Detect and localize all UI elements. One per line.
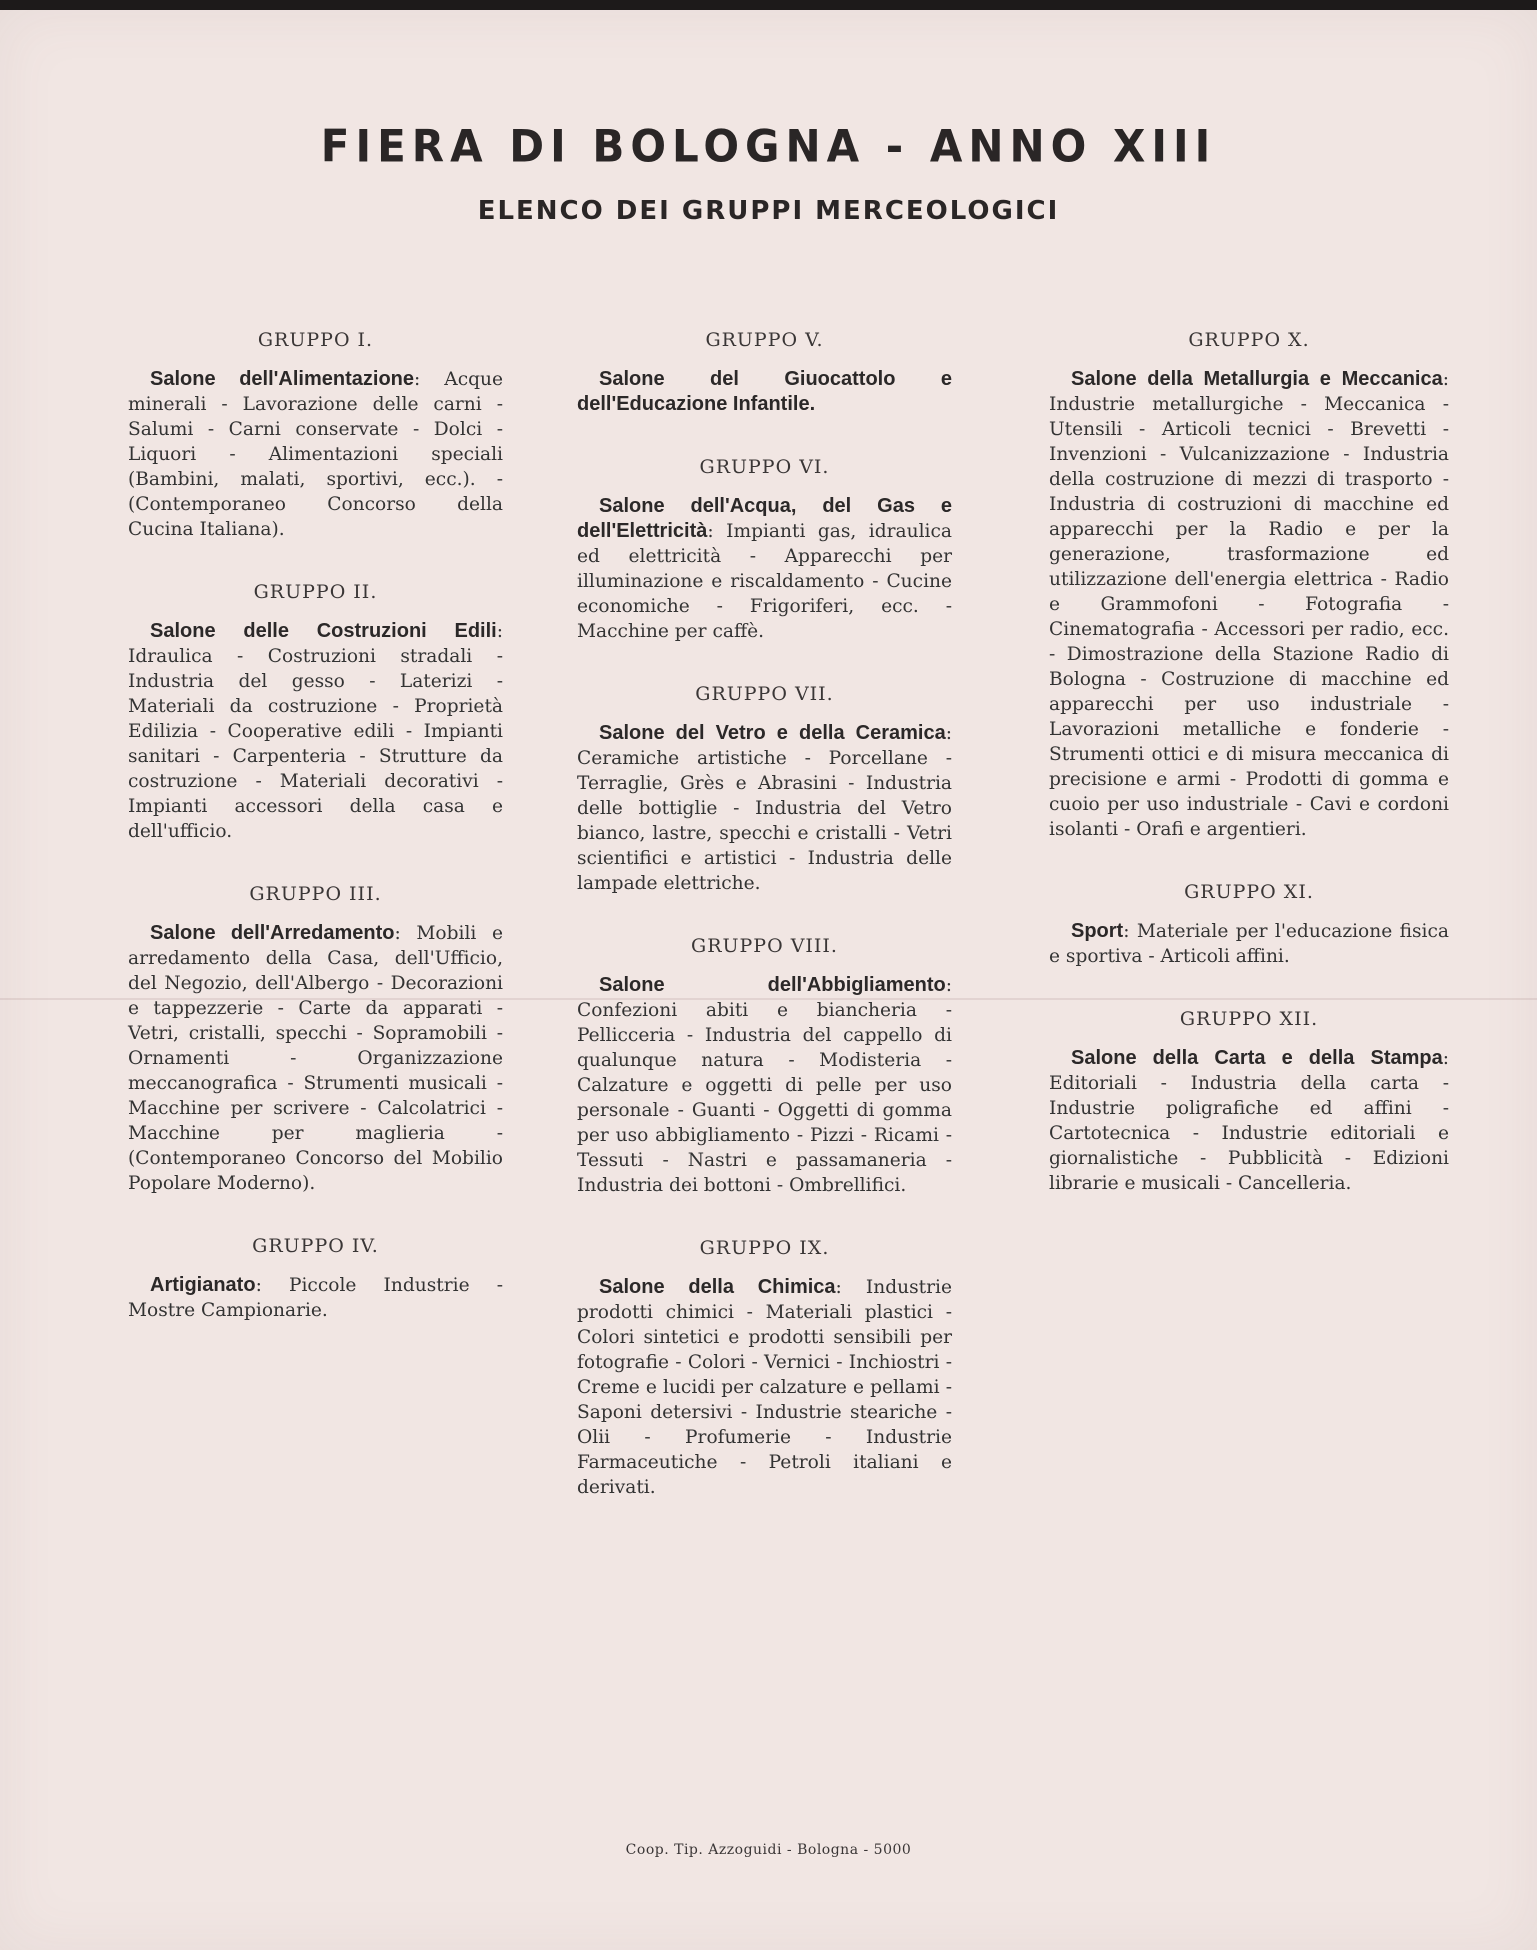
group-description: : Editoriali - Industria della carta - Industrie poligrafiche ed affini - Cartotecnica - Industrie editoriali e giornalistiche - Pubblicità - Edizioni librarie e musicali - Cancelleria. — [1049, 1048, 1449, 1194]
group-description: : Idraulica - Costruzioni stradali - Industria del gesso - Laterizi - Materiali da costruzione - Proprietà Edilizia - Cooperative edili - Impianti sanitari - Carpenteria - Strutture da costruzione - Materiali decorativi - Impianti accessori della casa e dell'ufficio. — [128, 621, 503, 842]
group-body — [128, 1273, 503, 1323]
group-body — [577, 721, 952, 896]
group-heading: GRUPPO I. — [257, 329, 374, 351]
salone-name: Salone dell'Alimentazione — [150, 368, 415, 390]
salone-name: Salone della Carta e della Stampa — [1071, 1047, 1443, 1069]
group-2 — [128, 580, 503, 844]
salone-name: Salone dell'Arredamento — [150, 922, 395, 944]
group-heading: GRUPPO VI. — [699, 456, 830, 478]
salone-name: Salone delle Costruzioni Edili — [150, 620, 497, 642]
salone-name: Salone della Metallurgia e Meccanica — [1071, 368, 1443, 390]
salone-name: Salone del Giuocattolo e dell'Educazione Infantile. — [577, 368, 952, 415]
group-heading: GRUPPO X. — [1188, 329, 1310, 351]
salone-name: Sport — [1071, 920, 1124, 942]
group-description: : Acque minerali - Lavorazione delle carni - Salumi - Carni conservate - Dolci - Liquori - Alimentazioni speciali (Bambini, malati, sportivi, ecc.). - (Contemporaneo Concorso della Cucina Italiana). — [128, 369, 503, 540]
group-12 — [1049, 1007, 1449, 1196]
group-description: : Mobili e arredamento della Casa, dell'Ufficio, del Negozio, dell'Albergo - Decorazioni e tappezzerie - Carte da apparati - Vetri, cristalli, specchi - Sopramobili - Ornamenti - Organizzazione meccanografica - Strumenti musicali - Macchine per scrivere - Calcolatrici - Macchine per maglieria - (Contemporaneo Concorso del Mobilio Popolare Moderno). — [128, 923, 503, 1194]
group-9 — [577, 1236, 952, 1500]
group-10 — [1049, 328, 1449, 842]
group-7 — [577, 682, 952, 896]
group-heading: GRUPPO XII. — [1179, 1008, 1319, 1030]
group-description: : Piccole Industrie - Mostre Campionarie. — [128, 1275, 503, 1321]
group-body — [128, 619, 503, 844]
group-body — [577, 494, 952, 644]
group-body — [1049, 919, 1449, 969]
group-1 — [128, 328, 503, 542]
group-description: : Impianti gas, idraulica ed elettricità - Apparecchi per illuminazione e riscaldamento - Cucine economiche - Frigoriferi, ecc. - Macchine per caffè. — [577, 521, 952, 642]
document-page — [0, 10, 1537, 1950]
group-4 — [128, 1234, 503, 1323]
group-heading: GRUPPO V. — [705, 329, 824, 351]
column-right — [1049, 328, 1449, 1234]
salone-name: Salone del Vetro e della Ceramica — [599, 722, 946, 744]
group-heading: GRUPPO VII. — [695, 683, 834, 705]
group-6 — [577, 455, 952, 644]
group-body — [577, 367, 952, 417]
salone-name: Salone dell'Acqua, del Gas e dell'Elettricità — [577, 495, 952, 542]
group-description: : Industrie metallurgiche - Meccanica - Utensili - Articoli tecnici - Brevetti - Invenzioni - Vulcanizzazione - Industria della costruzione di mezzi di trasporto - Industria di costruzioni di macchine ed apparecchi per la Radio e per la generazione, trasformazione ed utilizzazione dell'energia elettrica - Radio e Grammofoni - Fotografia - Cinematografia - Accessori per radio, ecc. - Dimostrazione della Stazione Radio di Bologna - Costruzione di macchine ed apparecchi per uso industriale - Lavorazioni metalliche e fonderie - Strumenti ottici e di misura meccanica di precisione e armi - Prodotti di gomma e cuoio per uso industriale - Cavi e cordoni isolanti - Orafi e argentieri. — [1049, 369, 1449, 840]
group-heading: GRUPPO II. — [253, 581, 378, 603]
group-body — [577, 1275, 952, 1500]
group-description: : Industrie prodotti chimici - Materiali plastici - Colori sintetici e prodotti sensibili per fotografie - Colori - Vernici - Inchiostri - Creme e lucidi per calzature e pellami - Saponi detersivi - Industrie steariche - Olii - Profumerie - Industrie Farmaceutiche - Petroli italiani e derivati. — [577, 1277, 952, 1498]
group-heading: GRUPPO XI. — [1184, 881, 1314, 903]
page-subtitle: ELENCO DEI GRUPPI MERCEOLOGICI — [477, 196, 1060, 226]
column-middle — [577, 328, 952, 1538]
group-8 — [577, 934, 952, 1198]
group-heading: GRUPPO VIII. — [691, 935, 838, 957]
salone-name: Salone dell'Abbigliamento — [599, 974, 946, 996]
column-left — [128, 328, 503, 1361]
group-description: : Confezioni abiti e biancheria - Pellicceria - Industria del cappello di qualunque natura - Modisteria - Calzature e oggetti di pelle per uso personale - Guanti - Oggetti di gomma per uso abbigliamento - Pizzi - Ricami - Tessuti - Nastri e passamaneria - Industria dei bottoni - Ombrellifici. — [577, 975, 952, 1196]
group-5 — [577, 328, 952, 417]
group-description: : Materiale per l'educazione fisica e sportiva - Articoli affini. — [1049, 921, 1449, 967]
group-11 — [1049, 880, 1449, 969]
page-title: FIERA DI BOLOGNA - ANNO XIII — [320, 120, 1217, 173]
group-3 — [128, 882, 503, 1196]
group-body — [1049, 367, 1449, 842]
group-body — [128, 921, 503, 1196]
group-body — [1049, 1046, 1449, 1196]
group-description: : Ceramiche artistiche - Porcellane - Terraglie, Grès e Abrasini - Industria delle bottiglie - Industria del Vetro bianco, lastre, specchi e cristalli - Vetri scientifici e artistici - Industria delle lampade elettriche. — [577, 723, 952, 894]
group-heading: GRUPPO IX. — [699, 1237, 830, 1259]
salone-name: Salone della Chimica — [599, 1276, 836, 1298]
salone-name: Artigianato — [150, 1274, 256, 1296]
group-heading: GRUPPO III. — [249, 883, 382, 905]
printer-imprint: Coop. Tip. Azzoguidi - Bologna - 5000 — [625, 1842, 912, 1858]
group-body — [577, 973, 952, 1198]
group-body — [128, 367, 503, 542]
group-heading: GRUPPO IV. — [252, 1235, 379, 1257]
